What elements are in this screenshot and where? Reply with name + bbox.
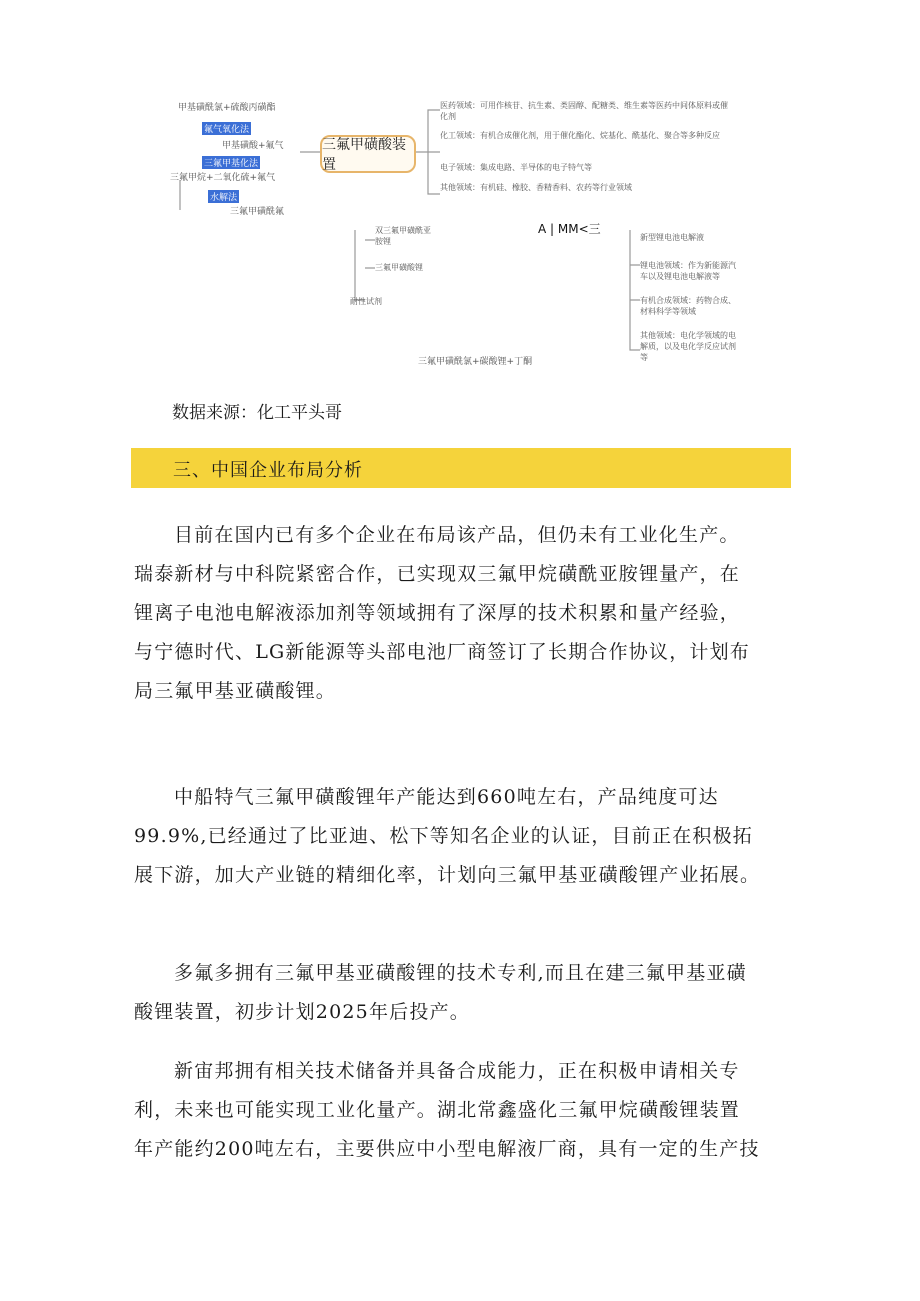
right-app-2: 化工领域：有机合成催化剂，用于催化酯化、烷基化、酰基化、聚合等多种反应 [440, 131, 720, 140]
left-method-6: 水解法 [208, 190, 239, 203]
connector-lower-right [630, 230, 640, 350]
paragraph-line: 瑞泰新材与中科院紧密合作，已实现双三氟甲烷磺酰亚胺锂量产，在 [134, 563, 741, 585]
paragraph-line: 多氟多拥有三氟甲基亚磺酸锂的技术专利,而且在建三氟甲基亚磺 [174, 962, 747, 984]
left-method-7: 三氟甲磺酰氟 [230, 207, 285, 217]
paragraph-line: 目前在国内已有多个企业在布局该产品，但仍未有工业化生产。 [174, 524, 740, 546]
paragraph-1 [134, 516, 794, 711]
left-method-1: 甲基磺酰氯+硫酸丙磺酯 [178, 103, 276, 113]
paragraph-line: 局三氟甲基亚磺酸锂。 [134, 680, 337, 702]
right-app-1: 医药领域：可用作核苷、抗生素、类固醇、配糖类、维生素等医药中间体原料或催化剂 [440, 101, 728, 121]
lower-right-1: 新型锂电池电解液 [640, 233, 704, 242]
paragraph-line: 锂离子电池电解液添加剂等领域拥有了深厚的技术积累和量产经验， [134, 602, 741, 624]
paragraph-line: 中船特气三氟甲磺酸锂年产能达到660吨左右，产品纯度可达 [174, 786, 719, 808]
paragraph-line: 酸锂装置，初步计划2025年后投产。 [134, 1001, 470, 1023]
paragraph-line: 利，未来也可能实现工业化量产。湖北常鑫盛化三氟甲烷磺酸锂装置 [134, 1099, 741, 1121]
paragraph-line: 年产能约200吨左右，主要供应中小型电解液厂商，具有一定的生产技 [134, 1138, 760, 1160]
section-heading-band [131, 448, 791, 488]
lower-right-3: 有机合成领域：药物合成、材料科学等领域 [640, 296, 736, 316]
lower-left-1: 双三氟甲磺酰亚胺锂 [375, 226, 431, 246]
lower-left-2: 三氟甲磺酸锂 [375, 263, 423, 272]
section-title: 三、中国企业布局分析 [173, 460, 363, 481]
lower-left-3: 耐性试剂 [350, 297, 382, 306]
right-app-4: 其他领域：有机硅、橡胶、香精香料、农药等行业领域 [440, 183, 632, 192]
left-method-4: 三氟甲基化法 [202, 156, 260, 169]
paragraph-3 [134, 954, 794, 1032]
paragraph-line: 99.9%,已经通过了比亚迪、松下等知名企业的认证，目前正在积极拓 [134, 825, 753, 847]
connector-right [412, 110, 440, 194]
connector-lower-stem [355, 230, 365, 300]
center-node: 三氟甲磺酸装置 [320, 135, 416, 173]
paragraph-line: 展下游，加大产业链的精细化率，计划向三氟甲基亚磺酸锂产业拓展。 [134, 864, 761, 886]
left-method-3: 甲基磺酸+氟气 [222, 141, 284, 151]
paragraph-4 [134, 1052, 794, 1169]
paragraph-line: 新宙邦拥有相关技术储备并具备合成能力，正在积极申请相关专 [174, 1060, 740, 1082]
lower-right-4: 其他领域：电化学领域的电解质，以及电化学反应试剂等 [640, 331, 736, 362]
diagram-bottom-label: 三氟甲磺酰氯+碳酸锂+丁酮 [418, 357, 533, 367]
lower-right-2: 锂电池领域：作为新能源汽车以及锂电池电解液等 [640, 261, 736, 281]
left-method-5: 三氟甲烷+二氧化硫+氟气 [170, 173, 276, 183]
right-app-3: 电子领域：集成电路、半导体的电子特气等 [440, 163, 592, 172]
left-method-2: 氟气氧化法 [202, 122, 251, 135]
data-source: 数据来源：化工平头哥 [172, 403, 342, 423]
paragraph-2 [134, 778, 794, 895]
connector-lower-branches [365, 240, 375, 268]
paragraph-line: 与宁德时代、LG新能源等头部电池厂商签订了长期合作协议，计划布 [134, 641, 750, 663]
process-flow-diagram [160, 90, 750, 380]
diagram-mid-label: A | MM<三 [538, 222, 601, 236]
